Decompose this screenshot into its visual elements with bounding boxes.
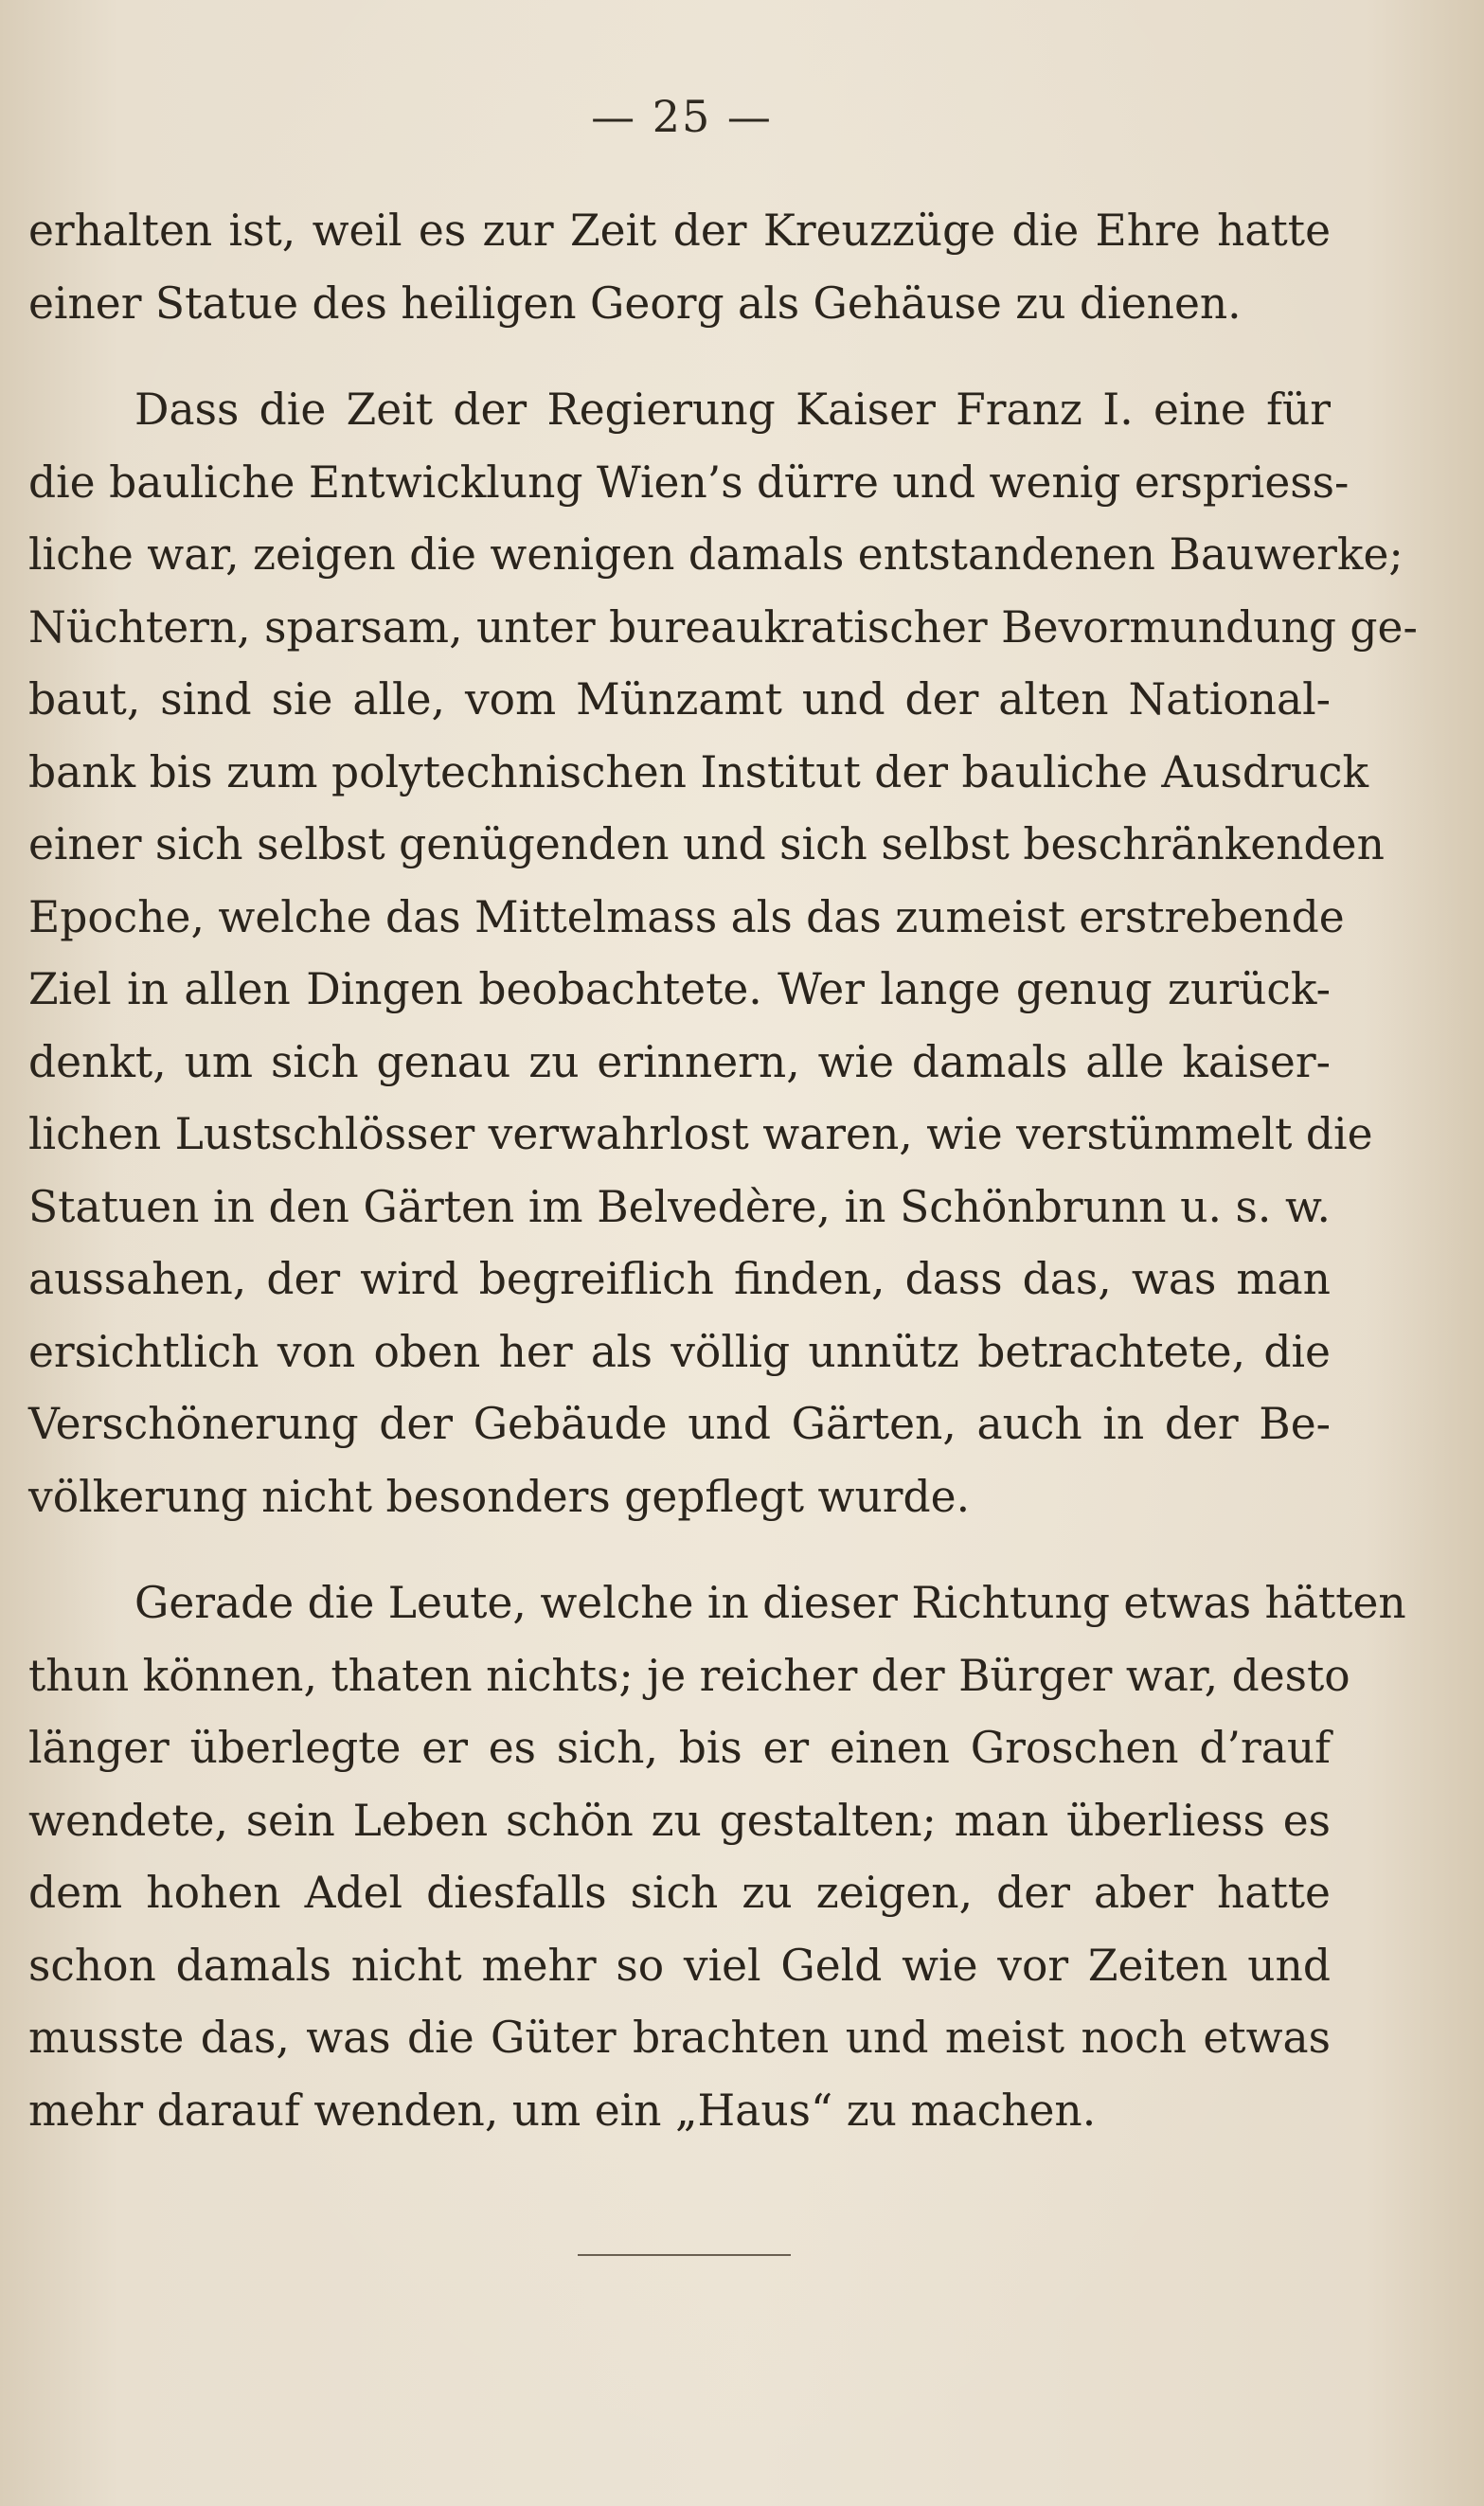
text-line: liche war, zeigen die wenigen damals entstandenen Bauwerke;	[28, 529, 1404, 580]
text-line: aussahen, der wird begreiflich finden, dass das, was man	[28, 1254, 1331, 1304]
text-line: Epoche, welche das Mittelmass als das zumeist erstrebende	[28, 891, 1345, 942]
text-line: wendete, sein Leben schön zu gestalten; man überliess es	[28, 1795, 1331, 1846]
text-line: thun können, thaten nichts; je reicher der Bürger war, desto	[28, 1650, 1350, 1701]
text-line: Dass die Zeit der Regierung Kaiser Franz I. eine für	[134, 385, 1331, 435]
end-rule	[578, 2254, 791, 2256]
text-line: dem hohen Adel diesfalls sich zu zeigen, der aber hatte	[28, 1868, 1331, 1918]
text-line: die bauliche Entwicklung Wien’s dürre und wenig erspriess-	[28, 456, 1350, 508]
page-number: — 25 —	[591, 91, 773, 142]
text-line: bank bis zum polytechnischen Institut der bauliche Ausdruck	[28, 746, 1369, 797]
text-line: schon damals nicht mehr so viel Geld wie vor Zeiten und	[28, 1940, 1331, 1991]
text-line: baut, sind sie alle, vom Münzamt und der alten National-	[28, 674, 1331, 725]
text-line: Gerade die Leute, welche in dieser Richtung etwas hätten	[134, 1578, 1406, 1628]
paragraph-2	[28, 374, 1418, 1533]
text-line: länger überlegte er es sich, bis er einen Groschen d’rauf	[28, 1723, 1331, 1773]
body-text	[28, 195, 1418, 2147]
text-line: Ziel in allen Dingen beobachtete. Wer lange genug zurück-	[28, 964, 1331, 1014]
paragraph-gap	[28, 340, 1331, 374]
text-line: mehr darauf wenden, um ein „Haus“ zu machen.	[28, 2085, 1097, 2136]
text-line: Nüchtern, sparsam, unter bureaukratischer Bevormundung ge-	[28, 601, 1418, 653]
text-line: völkerung nicht besonders gepflegt wurde.	[28, 1471, 971, 1522]
text-line: musste das, was die Güter brachten und meist noch etwas	[28, 2013, 1331, 2063]
text-line: denkt, um sich genau zu erinnern, wie damals alle kaiser-	[28, 1036, 1331, 1087]
text-line: Statuen in den Gärten im Belvedère, in Schönbrunn u. s. w.	[28, 1181, 1331, 1232]
text-line: einer sich selbst genügenden und sich selbst beschränkenden	[28, 819, 1385, 869]
text-line: Verschönerung der Gebäude und Gärten, auch in der Be-	[28, 1399, 1331, 1449]
paragraph-gap	[28, 1533, 1331, 1567]
paragraph-3	[28, 1567, 1406, 2147]
text-line: lichen Lustschlösser verwahrlost waren, wie verstümmelt die	[28, 1109, 1373, 1159]
text-line: einer Statue des heiligen Georg als Gehäuse zu dienen.	[28, 277, 1242, 329]
paragraph-1	[28, 195, 1331, 340]
text-line: erhalten ist, weil es zur Zeit der Kreuzzüge die Ehre hatte	[28, 206, 1331, 256]
text-line: ersichtlich von oben her als völlig unnütz betrachtete, die	[28, 1326, 1331, 1377]
